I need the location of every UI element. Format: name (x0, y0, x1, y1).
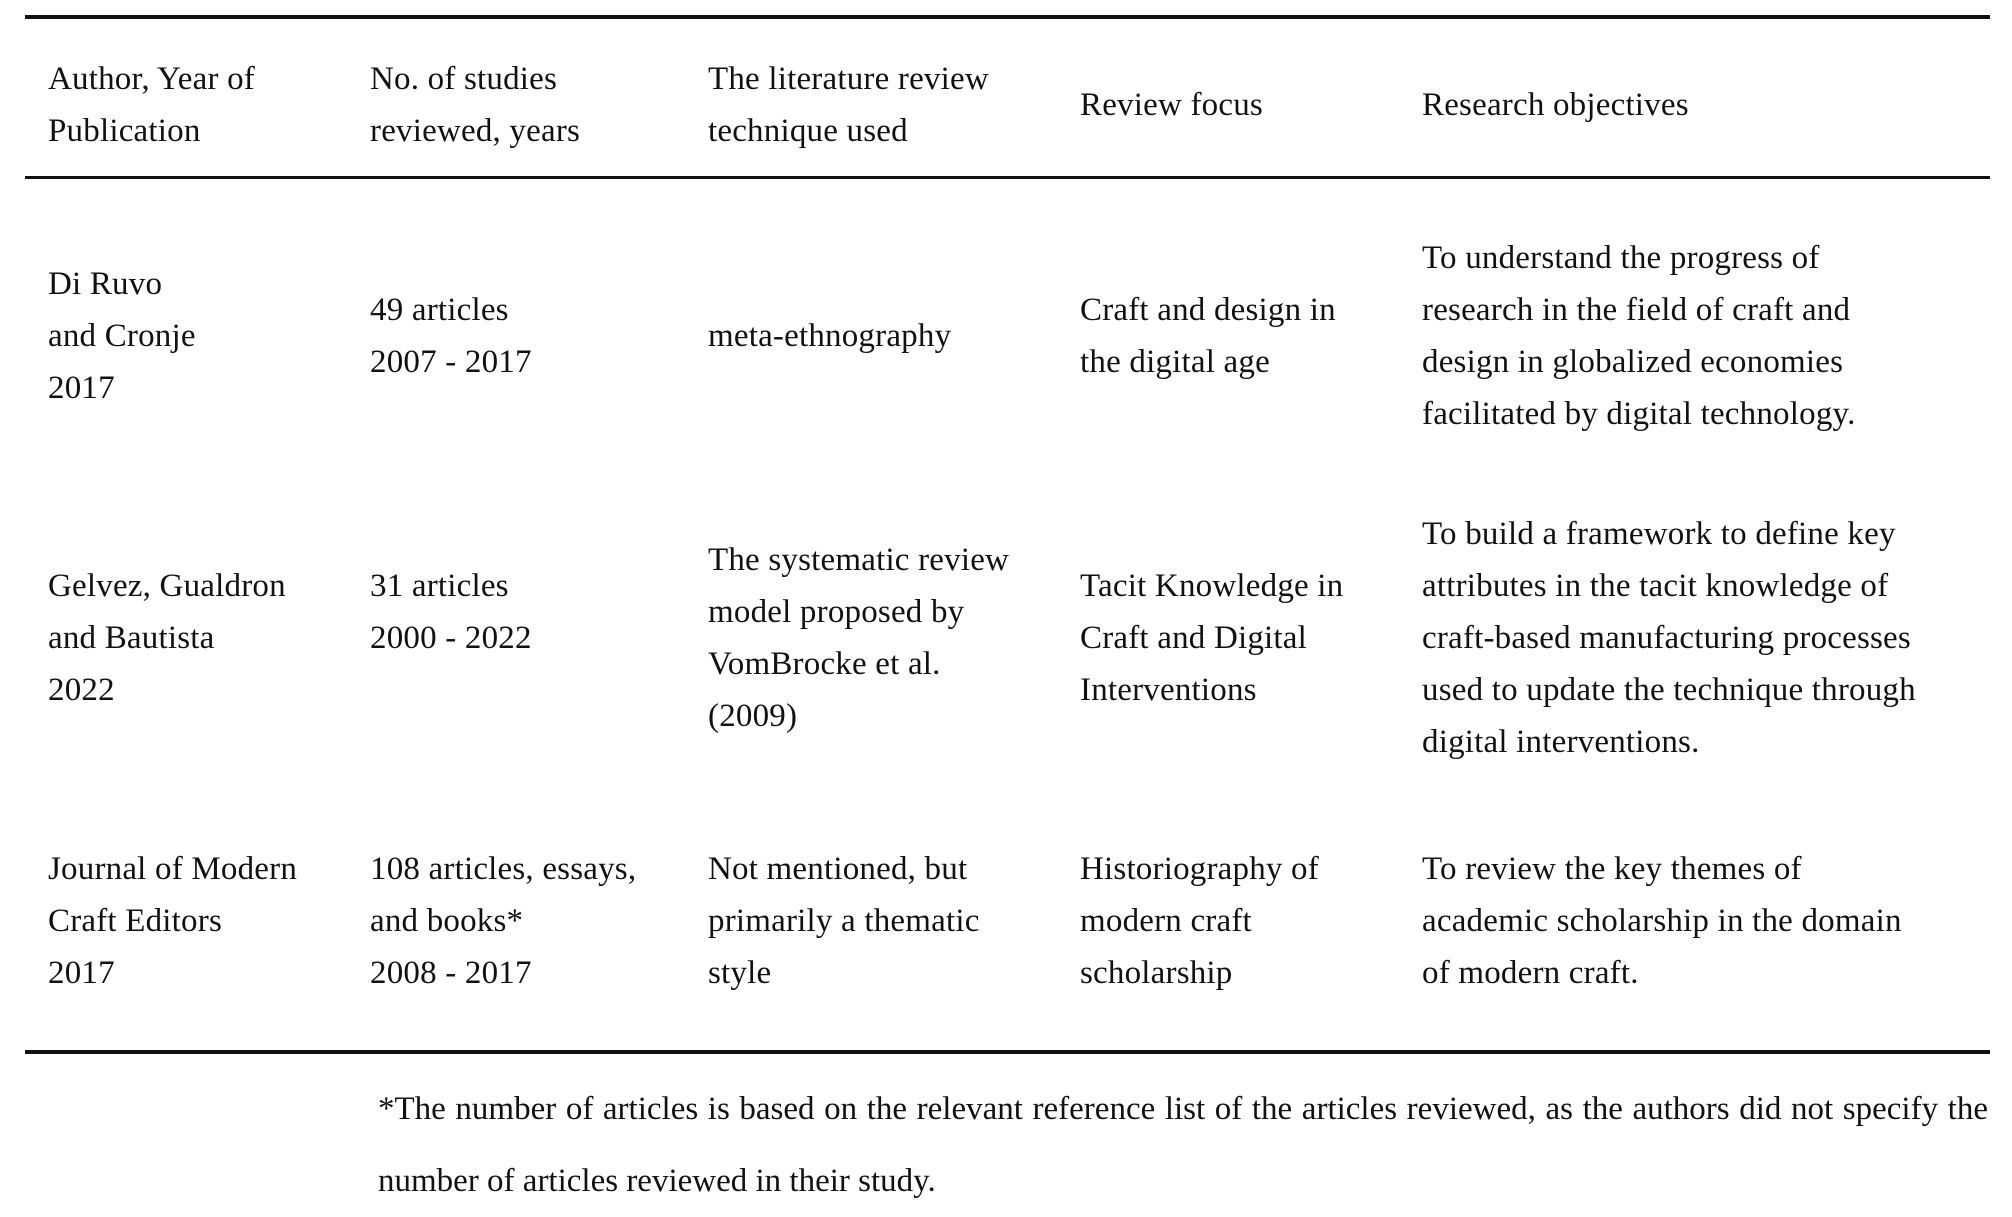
row3-studies: 108 articles, essays, and books* 2008 - 2017 (370, 851, 637, 991)
row3-focus: Historiography of modern craft scholarship (1080, 851, 1319, 991)
header-research-objectives: Research objectives (1422, 87, 1689, 123)
row3-technique: Not mentioned, but primarily a thematic style (708, 851, 980, 991)
row3-author: Journal of Modern Craft Editors 2017 (48, 851, 298, 991)
row1-focus: Craft and design in the digital age (1080, 292, 1336, 380)
row3-objectives: To review the key themes of academic scholarship in the domain of modern craft. (1422, 851, 1902, 991)
row1-technique: meta-ethnography (708, 318, 952, 354)
row2-studies: 31 articles 2000 - 2022 (370, 568, 532, 656)
row2-objectives: To build a framework to define key attributes in the tacit knowledge of craft-based manufacturing processes used to update the technique through digital interventions. (1422, 516, 1916, 760)
row1-objectives: To understand the progress of research in the field of craft and design in globalized economies facilitated by digital technology. (1422, 240, 1856, 432)
header-review-technique: The literature review technique used (708, 61, 989, 149)
table-footnote: *The number of articles is based on the relevant reference list of the articles reviewed, as the authors did not specify the number of articles reviewed in their study. (378, 1091, 1988, 1199)
header-no-of-studies: No. of studies reviewed, years (370, 61, 581, 149)
row1-author: Di Ruvo and Cronje 2017 (48, 266, 196, 406)
header-author-year: Author, Year of Publication (48, 61, 255, 149)
header-review-focus: Review focus (1080, 87, 1263, 123)
row2-focus: Tacit Knowledge in Craft and Digital Interventions (1080, 568, 1344, 708)
table-header-rule (25, 176, 1990, 179)
row2-author: Gelvez, Gualdron and Bautista 2022 (48, 568, 286, 708)
row1-studies: 49 articles 2007 - 2017 (370, 292, 532, 380)
table-top-rule (25, 15, 1990, 19)
table-bottom-rule (25, 1050, 1990, 1054)
row2-technique: The systematic review model proposed by VomBrocke et al. (2009) (708, 542, 1010, 734)
